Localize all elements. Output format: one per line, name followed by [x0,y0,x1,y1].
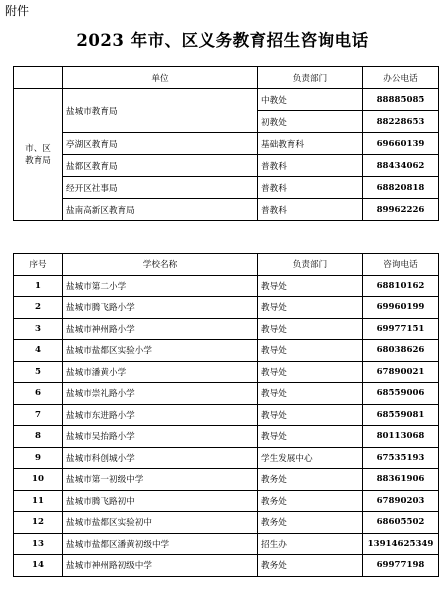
phone-cell: 69977151 [363,318,439,340]
table-row [14,404,439,426]
table-row [14,490,439,512]
table-row [14,275,439,297]
group-label [14,89,63,221]
table-row [14,426,439,448]
table-row [14,199,439,221]
phone-cell: 13914625349 [363,533,439,555]
school-contact-table [13,253,439,577]
header-no: 序号 [14,254,63,276]
phone-cell: 68559081 [363,404,439,426]
phone-cell: 69960199 [363,297,439,319]
school-name-cell: 盐城市东进路小学 [63,404,258,426]
phone-cell: 68810162 [363,275,439,297]
unit-cell: 盐都区教育局 [63,155,258,177]
header-dept: 负责部门 [258,254,363,276]
row-number-cell: 7 [14,404,63,426]
phone-cell: 69977198 [363,555,439,577]
dept-cell: 学生发展中心 [258,447,363,469]
unit-cell: 亭湖区教育局 [63,133,258,155]
school-name-cell: 盐城市吴抬路小学 [63,426,258,448]
table-row [14,297,439,319]
dept-cell: 教导处 [258,404,363,426]
phone-cell: 68820818 [363,177,439,199]
dept-cell: 教导处 [258,383,363,405]
row-number-cell: 1 [14,275,63,297]
dept-cell: 基础教育科 [258,133,363,155]
unit-cell: 盐南高新区教育局 [63,199,258,221]
row-number-cell: 11 [14,490,63,512]
table-row [14,340,439,362]
phone-cell: 88885085 [363,89,439,111]
unit-cell: 盐城市教育局 [63,89,258,133]
dept-cell: 普教科 [258,199,363,221]
dept-cell: 教导处 [258,340,363,362]
dept-cell: 教导处 [258,275,363,297]
school-name-cell: 盐城市盐都区潘黄初级中学 [63,533,258,555]
school-rows [14,275,439,576]
row-number-cell: 4 [14,340,63,362]
school-name-cell: 盐城市第二小学 [63,275,258,297]
phone-cell: 67890021 [363,361,439,383]
school-name-cell: 盐城市盐都区实验初中 [63,512,258,534]
dept-cell: 中教处 [258,89,363,111]
dept-cell: 教务处 [258,555,363,577]
phone-cell: 88361906 [363,469,439,491]
dept-cell: 普教科 [258,155,363,177]
table-row [14,177,439,199]
phone-cell: 89962226 [363,199,439,221]
dept-cell: 教导处 [258,297,363,319]
phone-cell: 80113068 [363,426,439,448]
school-name-cell: 盐城市盐都区实验小学 [63,340,258,362]
school-name-cell: 盐城市腾飞路初中 [63,490,258,512]
row-number-cell: 9 [14,447,63,469]
row-number-cell: 3 [14,318,63,340]
phone-cell: 88228653 [363,111,439,133]
page-title: 2023 年市、区义务教育招生咨询电话 [76,31,369,50]
header-unit: 单位 [63,67,258,89]
header-dept: 负责部门 [258,67,363,89]
table-row [14,469,439,491]
table-row [14,133,439,155]
row-number-cell: 5 [14,361,63,383]
row-number-cell: 6 [14,383,63,405]
table-row [14,555,439,577]
table-row [14,447,439,469]
row-number-cell: 13 [14,533,63,555]
school-name-cell: 盐城市神州路小学 [63,318,258,340]
row-number-cell: 2 [14,297,63,319]
phone-cell: 68038626 [363,340,439,362]
dept-cell: 普教科 [258,177,363,199]
phone-cell: 68605502 [363,512,439,534]
dept-cell: 教务处 [258,490,363,512]
school-name-cell: 盐城市神州路初级中学 [63,555,258,577]
dept-cell: 教导处 [258,426,363,448]
phone-cell: 69660139 [363,133,439,155]
table-header-row [14,67,439,89]
group-label-line2: 教育局 [25,155,51,166]
table-row [14,533,439,555]
table-row [14,361,439,383]
table-row [14,512,439,534]
header-blank [14,67,63,89]
dept-cell: 教导处 [258,318,363,340]
header-phone: 咨询电话 [363,254,439,276]
table-row [14,383,439,405]
dept-cell: 教务处 [258,469,363,491]
school-name-cell: 盐城市腾飞路小学 [63,297,258,319]
header-school: 学校名称 [63,254,258,276]
dept-cell: 教导处 [258,361,363,383]
row-number-cell: 10 [14,469,63,491]
education-bureau-table [13,66,439,221]
table-header-row [14,254,439,276]
phone-cell: 88434062 [363,155,439,177]
dept-cell: 招生办 [258,533,363,555]
header-phone: 办公电话 [363,67,439,89]
school-name-cell: 盐城市崇礼路小学 [63,383,258,405]
row-number-cell: 8 [14,426,63,448]
attachment-label: 附件 [5,4,30,18]
school-name-cell: 盐城市潘黄小学 [63,361,258,383]
unit-cell: 经开区社事局 [63,177,258,199]
school-name-cell: 盐城市第一初级中学 [63,469,258,491]
phone-cell: 67890203 [363,490,439,512]
school-name-cell: 盐城市科创城小学 [63,447,258,469]
dept-cell: 教务处 [258,512,363,534]
table-row [14,155,439,177]
group-label-line1: 市、区 [25,143,51,154]
table-row [14,318,439,340]
table-row [14,89,439,111]
phone-cell: 68559006 [363,383,439,405]
row-number-cell: 12 [14,512,63,534]
dept-cell: 初教处 [258,111,363,133]
row-number-cell: 14 [14,555,63,577]
phone-cell: 67535193 [363,447,439,469]
